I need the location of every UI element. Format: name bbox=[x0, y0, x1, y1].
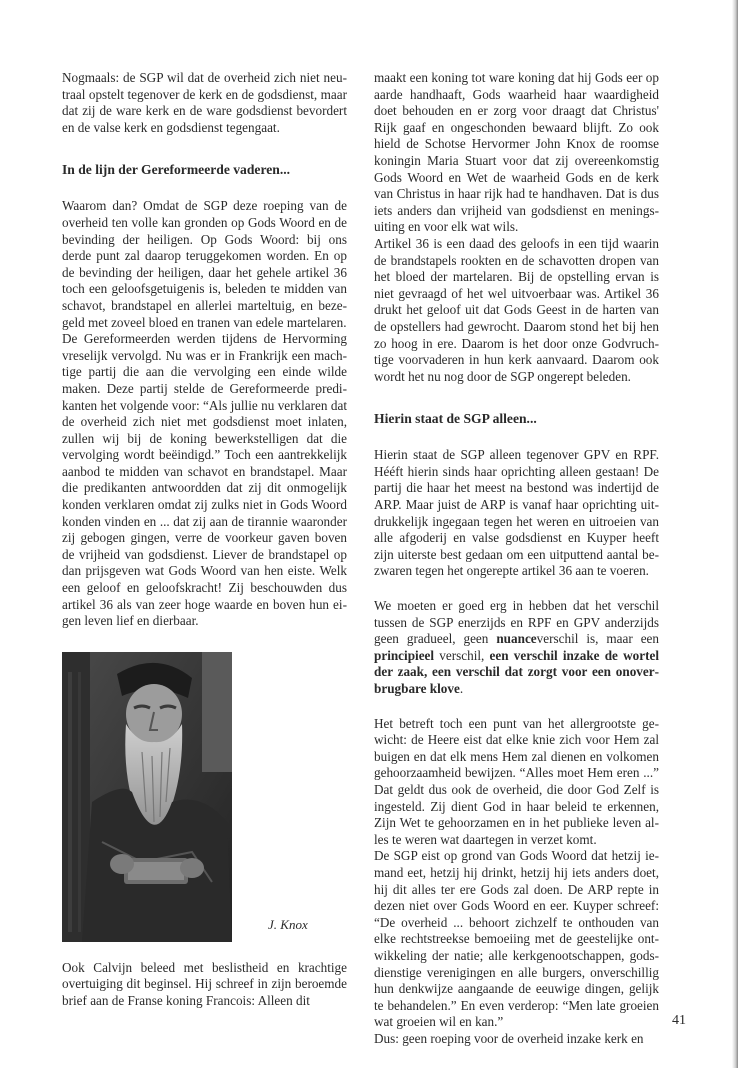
paragraph: maakt een koning tot ware koning dat hij Gods eer op aarde handhaaft, Gods waarheid haar waardigheid doet behouden en er zorg voor draagt dat Christus' Rijk gaaf en ongeschonden bewaard blijft. Zo ook hield de Schotse Hervormer John Knox de roomse koningin Maria Stuart voor dat zij overeenkomstig Gods Woord en Wet de waarheid Gods en de kerk van Christus in haar rijk had te handhaven. Dat is dus iets anders dan vrijheid van godsdienst en meningsuiting en voor elk wat wils. bbox=[374, 70, 659, 235]
page-number: 41 bbox=[672, 1013, 686, 1028]
section-heading: Hierin staat de SGP alleen... bbox=[374, 411, 537, 427]
paragraph: Artikel 36 is een daad des geloofs in een tijd waarin de brandstapels rookten en de schavotten dropen van het bloed der martelaren. Bij de opstelling ervan is niet gevraagd of het wel uitvoerbaar was. Artikel 36 drukt het geloof uit dat Gods Geest in de harten van de opstellers had gewrocht. Daarom stond het bij hen zo hoog in ere. Daarom is het door onze Godvruchtige voorvaderen in hun kerk aanvaard. Daarom ook wordt het nu nog door de SGP ongerept beleden. bbox=[374, 235, 659, 384]
paragraph: Ook Calvijn beleed met beslistheid en krachtige overtuiging dit beginsel. Hij schreef in zijn beroemde brief aan de Franse koning Francois: Alleen dit bbox=[62, 959, 347, 1008]
page-edge bbox=[732, 0, 738, 1068]
paragraph: Waarom dan? Omdat de SGP deze roeping van de overheid ten volle kan gronden op Gods Woord en de bevinding der heiligen. Op Gods Woord: bij ons derde punt zal daarop teruggekomen worden. En op de bevinding der heiligen, daar het gehele artikel 36 toch een geloofsgetuigenis is, beleden te midden van schavot, brandstapel en allerlei marteltuig, en bezegeld met zoveel bloed en tranen van edele martelaren. bbox=[62, 198, 347, 330]
knox-portrait-image bbox=[62, 652, 232, 942]
paragraph: De SGP eist op grond van Gods Woord dat hetzij iemand eet, hetzij hij drinkt, hetzij hij iets anders doet, hij dit alles ter ere Gods zal doen. De ARP repte in dezen niet over Gods Woord en eer. Kuyper schreef: “De overheid ... behoort zichzelf te onthouden van elke rechtstreekse bemoeiing met de geestelijke ontwikkeling der natie; alle kerkgenootschappen, godsdienstige verenigingen en alle burgers, onverschillig hun denkwijze aangaande de eeuwige dingen, gelijk te behandelen.” En even verderop: “Men late groeien wat groeien wil en kan.” bbox=[374, 848, 659, 1030]
emphasis-nuance: nuance bbox=[496, 631, 537, 647]
text-run: We moeten er goed erg in hebben dat het verschil tussen de SGP enerzijds en RPF en GPV anderzijds geen gradueel, geen bbox=[374, 598, 659, 647]
section-heading: In de lijn der Gereformeerde vaderen... bbox=[62, 162, 291, 178]
right-column bbox=[374, 70, 659, 1047]
paragraph: Dus: geen roeping voor de overheid inzake kerk en bbox=[374, 1030, 644, 1046]
left-column bbox=[62, 70, 347, 1010]
emphasis-wortel: een verschil inzake de wortel der zaak, een verschil dat zorgt voor een onoverbrugbare klove bbox=[374, 647, 659, 696]
paragraph: De Gereformeerden werden tijdens de Hervorming vreselijk vervolgd. Nu was er in Frankrijk een machtige partij die aan die vervolging een einde wilde maken. Deze partij stelde de Gereformeerde predikanten het volgende voor: “Als jullie nu verklaren dat de overheid zich niet met godsdienst moet inlaten, zullen wij bij de koning bewerkstelligen dat die vervolging wordt beëindigd.” Toch een aantrekkelijk aanbod te midden van schavot en brandstapel. Maar die predikanten antwoordden dat zij dit onmogelijk konden verklaren omdat zij zulks niet in Gods Woord konden vinden en ... dat zij aan de tirannie waaronder zij gebogen gingen, verre de voorkeur gaven boven de vrijheid van godsdienst. Liever de brandstapel op dan prijsgeven wat Gods Woord van hen eiste. Welk een geloof en geloofskracht! Zij beschouwden dus artikel 36 als van zeer hoge waarde en boven hun eigen leven lief en dierbaar. bbox=[62, 331, 347, 629]
image-caption: J. Knox bbox=[268, 917, 308, 932]
text-run: verschil is, maar een bbox=[536, 631, 660, 647]
emphasis-principieel: principieel bbox=[374, 647, 435, 663]
paragraph bbox=[374, 598, 659, 698]
paragraph: Nogmaals: de SGP wil dat de overheid zich niet neutraal opstelt tegenover de kerk en de godsdienst, maar dat zij de ware kerk en de ware godsdienst bevordert en de valse kerk en godsdienst tegengaat. bbox=[62, 70, 347, 135]
text-run: verschil, bbox=[434, 647, 490, 663]
text-run: . bbox=[459, 681, 464, 696]
paragraph: Hierin staat de SGP alleen tegenover GPV en RPF. Hééft hierin sinds haar oprichting alleen gestaan! De partij die haar het meest na bestond was indertijd de ARP. Maar juist de ARP is vanaf haar oprichting uitdrukkelijk ingegaan tegen het weren en uitroeien van alle afgoderij en valse godsdienst en Kuyper heeft zijn uiterste best gedaan om een uitputtend aantal bezwaren tegen het ongerepte artikel 36 aan te voeren. bbox=[374, 447, 659, 579]
paragraph: Het betreft toch een punt van het allergrootste gewicht: de Heere eist dat elke knie zich voor Hem zal buigen en dat elk mens Hem zal dienen en volkomen gehoorzaamheid bewijzen. “Alles moet Hem eren ...” Dat geldt dus ook de overheid, die door God Zelf is ingesteld. Zij dient God in haar beleid te erkennen, Zijn Wet te gehoorzamen en in het publieke leven alles te weren wat daartegen in verzet komt. bbox=[374, 715, 659, 847]
